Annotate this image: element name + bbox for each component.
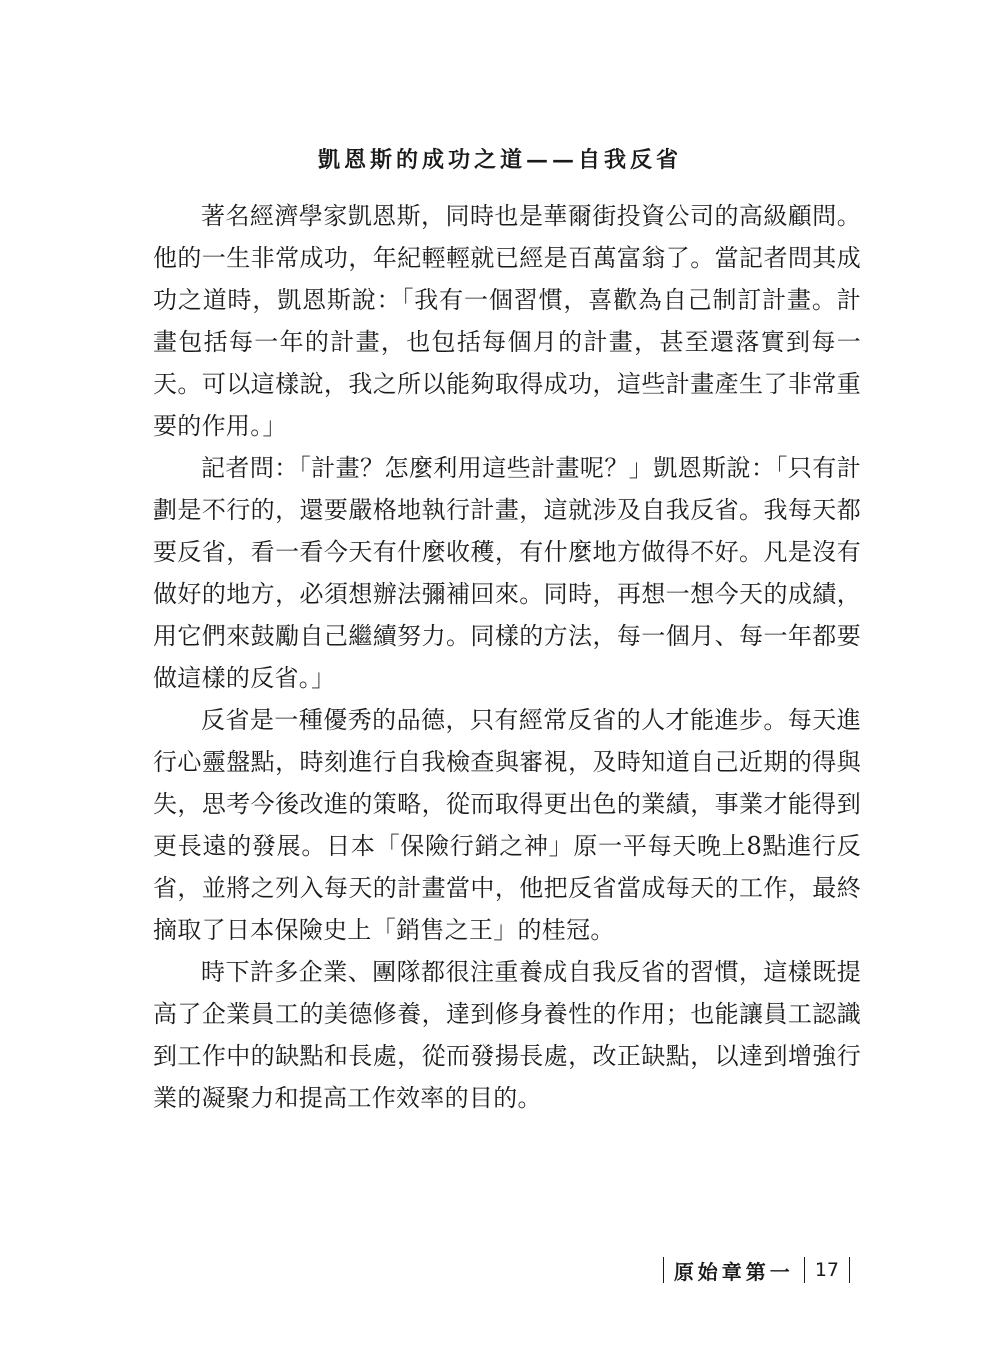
paragraph-2: 記者問：「計畫？怎麼利用這些計畫呢？」凱恩斯說：「只有計劃是不行的，還要嚴格地執行計畫，這就涉及自我反省。我每天都要反省，看一看今天有什麼收穫，有什麼地方做得不好。凡是沒有做好的地方，必須想辦法彌補回來。同時，再想一想今天的成績，用它們來鼓勵自己繼續努力。同樣的方法，每一個月、每一年都要做這樣的反省。」 — [153, 454, 861, 692]
section-title: 凱恩斯的成功之道——自我反省 — [317, 147, 682, 173]
footer-divider-middle — [804, 1257, 805, 1283]
paragraph-3: 反省是一種優秀的品德，只有經常反省的人才能進步。每天進行心靈盤點，時刻進行自我檢查與審視，及時知道自己近期的得與失，思考今後改進的策略，從而取得更出色的業績，事業才能得到更長遠的發展。日本「保險行銷之神」原一平每天晚上8點進行反省，並將之列入每天的計畫當中，他把反省當成每天的工作，最終摘取了日本保險史上「銷售之王」的桂冠。 — [153, 706, 861, 944]
footer-divider-left — [663, 1257, 664, 1283]
page-number: 17 — [814, 1259, 839, 1281]
page-footer — [653, 1255, 860, 1285]
body-text — [153, 195, 861, 1119]
paragraph-4: 時下許多企業、團隊都很注重養成自我反省的習慣，這樣既提高了企業員工的美德修養，達到修身養性的作用；也能讓員工認識到工作中的缺點和長處，從而發揚長處，改正缺點，以達到增強行業的凝聚力和提高工作效率的目的。 — [153, 958, 861, 1112]
footer-divider-right — [849, 1257, 850, 1283]
paragraph-1: 著名經濟學家凱恩斯，同時也是華爾街投資公司的高級顧問。他的一生非常成功，年紀輕輕就已經是百萬富翁了。當記者問其成功之道時，凱恩斯說：「我有一個習慣，喜歡為自己制訂計畫。計畫包括每一年的計畫，也包括每個月的計畫，甚至還落實到每一天。可以這樣說，我之所以能夠取得成功，這些計畫產生了非常重要的作用。」 — [153, 202, 861, 440]
chapter-label: 原始章第一 — [673, 1259, 794, 1284]
